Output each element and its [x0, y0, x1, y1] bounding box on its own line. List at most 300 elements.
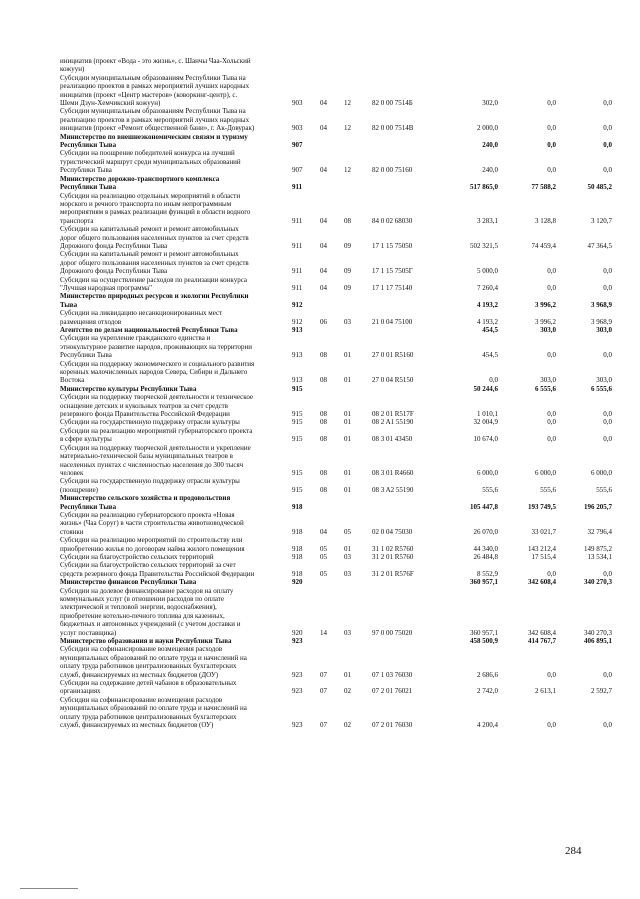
subsection-cell: 01 — [344, 468, 351, 477]
amount-2024-cell: 13 534,1 — [587, 552, 612, 561]
target-article-cell: 82 0 00 7514В — [372, 124, 414, 133]
row-description — [60, 276, 292, 293]
section-cell: 04 — [320, 124, 327, 133]
admin-code-cell: 907 — [292, 141, 303, 150]
row-description — [60, 444, 292, 478]
subsection-cell: 05 — [344, 527, 351, 536]
row-description — [60, 225, 292, 250]
admin-code-cell: 915 — [292, 384, 303, 393]
amount-2023-cell: 414 767,7 — [528, 637, 556, 646]
amount-2023-cell: 0,0 — [547, 124, 556, 133]
amount-2024-cell: 2 592,7 — [591, 687, 612, 696]
section-cell: 04 — [320, 527, 327, 536]
admin-code-cell: 918 — [292, 527, 303, 536]
target-article-cell: 82 0 00 7514Б — [372, 99, 413, 108]
description-line: приобретение котельно-печного топлива для казенных, — [60, 611, 225, 620]
amount-2024-cell: 340 270,3 — [584, 628, 612, 637]
amount-2024-cell: 0,0 — [603, 166, 612, 175]
description-line: Субсидии на софинансирование возмещения расходов — [60, 695, 223, 704]
table-row — [60, 276, 620, 293]
amount-2024-cell: 0,0 — [603, 141, 612, 150]
section-cell: 05 — [320, 552, 327, 561]
subsection-cell: 01 — [344, 410, 351, 419]
amount-2023-cell: 0,0 — [547, 721, 556, 730]
description-line: транспорта — [60, 216, 94, 225]
table-row — [60, 107, 620, 132]
amount-2023-cell: 143 212,4 — [528, 544, 556, 553]
page-number: 284 — [565, 845, 582, 857]
amount-2022-cell: 240,0 — [482, 141, 498, 150]
section-cell: 07 — [320, 687, 327, 696]
row-description — [60, 427, 292, 444]
amount-2024-cell: 0,0 — [603, 418, 612, 427]
description-line: Республики Тыва — [60, 502, 117, 511]
table-row — [60, 696, 620, 730]
description-line: резервного фонда Правительства Российской Федерации — [60, 410, 230, 419]
section-cell: 08 — [320, 468, 327, 477]
subsection-cell: 01 — [344, 376, 351, 385]
row-description — [60, 494, 292, 511]
row-description — [60, 418, 292, 426]
row-description — [60, 326, 292, 334]
table-row-ministry — [60, 385, 620, 393]
target-article-cell: 17 1 15 75050 — [372, 241, 413, 250]
description-line: Субсидии на укрепление гражданского единства и — [60, 334, 211, 343]
admin-code-cell: 915 — [292, 468, 303, 477]
section-cell: 04 — [320, 283, 327, 292]
amount-2024-cell: 0,0 — [603, 569, 612, 578]
budget-table — [60, 57, 620, 730]
subsection-cell: 01 — [344, 418, 351, 427]
section-cell: 04 — [320, 99, 327, 108]
target-article-cell: 07 2 01 76030 — [372, 721, 413, 730]
amount-2023-cell: 6 000,0 — [535, 468, 556, 477]
admin-code-cell: 912 — [292, 317, 303, 326]
admin-code-cell: 913 — [292, 376, 303, 385]
subsection-cell: 01 — [344, 670, 351, 679]
description-line: (поощрение) — [60, 485, 99, 494]
amount-2024-cell: 0,0 — [603, 435, 612, 444]
table-row — [60, 561, 620, 578]
admin-code-cell: 911 — [292, 183, 303, 192]
admin-code-cell: 918 — [292, 502, 303, 511]
table-row — [60, 553, 620, 561]
description-line: служб, финансируемых из местных бюджетов (ДОУ) — [60, 670, 219, 679]
subsection-cell: 03 — [344, 569, 351, 578]
admin-code-cell: 913 — [292, 351, 303, 360]
subsection-cell: 03 — [344, 317, 351, 326]
admin-code-cell: 923 — [292, 670, 303, 679]
section-cell: 04 — [320, 267, 327, 276]
amount-2023-cell: 33 021,7 — [531, 527, 556, 536]
amount-2023-cell: 0,0 — [547, 670, 556, 679]
section-cell: 07 — [320, 721, 327, 730]
table-row-ministry — [60, 175, 620, 192]
amount-2023-cell: 0,0 — [547, 166, 556, 175]
amount-2024-cell: 0,0 — [603, 670, 612, 679]
description-line: Министерство финансов Республики Тыва — [60, 578, 197, 587]
description-line: электрической и тепловой энергии, водоснабжения), — [60, 603, 217, 612]
amount-2022-cell: 10 674,0 — [473, 435, 498, 444]
amount-2023-cell: 342 608,4 — [528, 578, 556, 587]
description-line: морского и речного транспорта по иным непрограммным — [60, 199, 232, 208]
amount-2022-cell: 32 004,9 — [473, 418, 498, 427]
description-line: мероприятиям в рамках реализации функций в области водного — [60, 208, 251, 217]
description-line: средств резервного фонда Правительства Российской Федерации — [60, 569, 255, 578]
table-row — [60, 587, 620, 637]
row-description — [60, 250, 292, 275]
amount-2022-cell: 3 283,1 — [477, 216, 498, 225]
amount-2022-cell: 6 000,0 — [477, 468, 498, 477]
table-row — [60, 192, 620, 226]
amount-2024-cell: 303,0 — [596, 376, 612, 385]
target-article-cell: 97 0 00 75020 — [372, 628, 413, 637]
admin-code-cell: 907 — [292, 166, 303, 175]
description-line: туристический маршрут среди муниципальных образований — [60, 157, 241, 166]
table-row-ministry — [60, 578, 620, 586]
amount-2024-cell: 3 968,9 — [591, 300, 612, 309]
description-line: Субсидии на долевое финансирование расходов на оплату — [60, 586, 234, 595]
amount-2024-cell: 0,0 — [603, 721, 612, 730]
amount-2024-cell: 6 555,6 — [591, 384, 612, 393]
target-article-cell: 17 1 15 7505Г — [372, 267, 413, 276]
description-line: Министерство сельского хозяйства и продовольствия — [60, 494, 231, 503]
subsection-cell: 02 — [344, 721, 351, 730]
row-description — [60, 696, 292, 730]
amount-2023-cell: 3 128,8 — [535, 216, 556, 225]
amount-2023-cell: 0,0 — [547, 141, 556, 150]
row-description — [60, 175, 292, 192]
table-row — [60, 511, 620, 536]
description-line: Республики Тыва — [60, 141, 117, 150]
admin-code-cell: 911 — [292, 216, 303, 225]
amount-2022-cell: 5 000,0 — [477, 267, 498, 276]
description-line: Министерство дорожно-транспортного комплекса — [60, 174, 220, 183]
table-row — [60, 679, 620, 696]
admin-code-cell: 903 — [292, 124, 303, 133]
subsection-cell: 01 — [344, 544, 351, 553]
table-row — [60, 225, 620, 250]
row-description — [60, 309, 292, 326]
amount-2024-cell: 0,0 — [603, 283, 612, 292]
admin-code-cell: 911 — [292, 241, 303, 250]
description-line: Субсидии на реализацию мероприятий губернаторского проекта — [60, 426, 253, 435]
target-article-cell: 07 1 03 76030 — [372, 670, 413, 679]
amount-2023-cell: 17 515,4 — [531, 552, 556, 561]
amount-2024-cell: 0,0 — [603, 267, 612, 276]
row-description — [60, 578, 292, 586]
description-line: услуг поставщика) — [60, 628, 117, 637]
section-cell: 06 — [320, 317, 327, 326]
amount-2024-cell: 6 000,0 — [591, 468, 612, 477]
table-row — [60, 74, 620, 108]
target-article-cell: 08 3 01 R4660 — [372, 468, 414, 477]
amount-2022-cell: 2 686,6 — [477, 670, 498, 679]
description-line: в сфере культуры — [60, 435, 112, 444]
description-line: Республики Тыва — [60, 183, 117, 192]
target-article-cell: 27 0 04 R5150 — [372, 376, 414, 385]
admin-code-cell: 915 — [292, 410, 303, 419]
target-article-cell: 08 3 A2 55190 — [372, 485, 414, 494]
amount-2022-cell: 105 447,8 — [470, 502, 498, 511]
amount-2024-cell: 3 968,9 — [591, 317, 612, 326]
amount-2022-cell: 302,0 — [482, 99, 498, 108]
amount-2024-cell: 50 485,2 — [587, 183, 612, 192]
description-line: реализацию проектов в рамках мероприятий лучших народных — [60, 115, 250, 124]
section-cell: 08 — [320, 435, 327, 444]
amount-2022-cell: 8 552,9 — [477, 569, 498, 578]
description-line: коренных малочисленных народов Севера, Сибири и Дальнего — [60, 368, 248, 377]
description-line: Дорожного фонда Республики Тыва — [60, 267, 168, 276]
table-row — [60, 393, 620, 418]
description-line: дорог общего пользования населенных пунктов за счет средств — [60, 233, 249, 242]
description-line: Субсидии на поддержку творческой деятельности и укрепление — [60, 443, 251, 452]
row-description — [60, 393, 292, 418]
row-description — [60, 561, 292, 578]
amount-2022-cell: 26 070,0 — [473, 527, 498, 536]
table-row-ministry — [60, 494, 620, 511]
amount-2024-cell: 32 796,4 — [587, 527, 612, 536]
amount-2024-cell: 0,0 — [603, 410, 612, 419]
table-row — [60, 444, 620, 478]
description-line: оплату труда работников централизованных бухгалтерских — [60, 712, 237, 721]
table-row-ministry — [60, 292, 620, 309]
table-row-ministry — [60, 133, 620, 150]
row-description — [60, 477, 292, 494]
row-description — [60, 511, 292, 536]
description-line: стоянки — [60, 527, 84, 536]
description-line: Субсидии на государственную поддержку отрасли культуры — [60, 418, 240, 427]
row-description — [60, 385, 292, 393]
description-line: инициатив (проект «Ремонт общественной бани», г. Ак-Довурак) — [60, 124, 255, 133]
amount-2022-cell: 458 500,9 — [470, 637, 498, 646]
section-cell: 05 — [320, 569, 327, 578]
description-line: Субсидии на реализацию губернаторского проекта «Новая — [60, 510, 235, 519]
table-row — [60, 645, 620, 679]
admin-code-cell: 918 — [292, 544, 303, 553]
description-line: Министерство культуры Республики Тыва — [60, 384, 197, 393]
description-line: Субсидии муниципальным образованиям Республики Тыва на — [60, 107, 246, 116]
amount-2022-cell: 26 484,8 — [473, 552, 498, 561]
table-row-ministry — [60, 326, 620, 334]
description-line: бюджетных и автономных учреждений (с учетом доставки и — [60, 620, 241, 629]
admin-code-cell: 915 — [292, 435, 303, 444]
amount-2024-cell: 47 364,5 — [587, 241, 612, 250]
row-description — [60, 536, 292, 553]
amount-2024-cell: 340 270,3 — [584, 578, 612, 587]
subsection-cell: 12 — [344, 166, 351, 175]
amount-2023-cell: 0,0 — [547, 99, 556, 108]
description-line: организациях — [60, 687, 101, 696]
amount-2023-cell: 0,0 — [547, 418, 556, 427]
amount-2023-cell: 3 996,2 — [535, 317, 556, 326]
row-description — [60, 192, 292, 226]
admin-code-cell: 911 — [292, 267, 303, 276]
description-line: инициатив (проект «Центр мастеров» (коворкинг-центр), с. — [60, 90, 238, 99]
description-line: муниципальных образований по оплате труда и начислений на — [60, 653, 247, 662]
admin-code-cell: 918 — [292, 552, 303, 561]
amount-2022-cell: 0,0 — [489, 376, 498, 385]
target-article-cell: 31 1 02 R5760 — [372, 544, 414, 553]
subsection-cell: 03 — [344, 552, 351, 561]
admin-code-cell: 920 — [292, 578, 303, 587]
table-row — [60, 360, 620, 385]
amount-2022-cell: 360 957,1 — [470, 628, 498, 637]
row-description — [60, 679, 292, 696]
description-line: размещения отходов — [60, 317, 122, 326]
target-article-cell: 08 3 01 43450 — [372, 435, 413, 444]
amount-2022-cell: 4 200,4 — [477, 721, 498, 730]
admin-code-cell: 903 — [292, 99, 303, 108]
target-article-cell: 84 0 02 68030 — [372, 216, 413, 225]
row-description — [60, 587, 292, 637]
description-line: Субсидии на осуществление расходов по реализации конкурса — [60, 275, 248, 284]
admin-code-cell: 923 — [292, 721, 303, 730]
amount-2022-cell: 360 957,1 — [470, 578, 498, 587]
section-cell: 08 — [320, 418, 327, 427]
amount-2022-cell: 4 193,2 — [477, 317, 498, 326]
section-cell: 14 — [320, 628, 327, 637]
description-line: Субсидии на поощрение победителей конкурса на лучший — [60, 149, 235, 158]
table-row — [60, 57, 620, 74]
amount-2022-cell: 1 010,1 — [477, 410, 498, 419]
description-line: материально-технической базы муниципальных театров в — [60, 452, 233, 461]
amount-2023-cell: 0,0 — [547, 283, 556, 292]
amount-2023-cell: 342 608,4 — [528, 628, 556, 637]
table-row — [60, 334, 620, 359]
subsection-cell: 09 — [344, 283, 351, 292]
row-description — [60, 74, 292, 108]
description-line: приобретению жилья по договорам найма жилого помещения — [60, 544, 245, 553]
target-article-cell: 02 0 04 75030 — [372, 527, 413, 536]
description-line: Субсидии на капитальный ремонт и ремонт автомобильных — [60, 225, 239, 234]
description-line: дорог общего пользования населенных пунктов за счет средств — [60, 258, 249, 267]
amount-2023-cell: 0,0 — [547, 435, 556, 444]
amount-2022-cell: 454,5 — [482, 326, 498, 334]
row-description — [60, 334, 292, 359]
table-row — [60, 309, 620, 326]
table-row-ministry — [60, 637, 620, 645]
description-line: Республики Тыва — [60, 166, 112, 175]
section-cell: 04 — [320, 241, 327, 250]
footer-divider — [20, 888, 78, 889]
description-line: Субсидии на благоустройство сельских территорий за счет — [60, 561, 236, 570]
description-line: Министерство по внешнеэкономическим связям и туризму — [60, 132, 248, 141]
target-article-cell: 21 0 04 75100 — [372, 317, 413, 326]
amount-2022-cell: 7 260,4 — [477, 283, 498, 292]
amount-2024-cell: 3 120,7 — [591, 216, 612, 225]
amount-2023-cell: 0,0 — [547, 410, 556, 419]
table-row — [60, 418, 620, 426]
description-line: Министерство природных ресурсов и экологии Республики — [60, 292, 249, 301]
admin-code-cell: 923 — [292, 637, 303, 646]
target-article-cell: 17 1 17 75140 — [372, 283, 413, 292]
amount-2022-cell: 2 742,0 — [477, 687, 498, 696]
description-line: Субсидии на поддержку экономического и социального развития — [60, 359, 255, 368]
row-description — [60, 57, 292, 74]
description-line: коммунальных услуг (в отношении расходов по оплате — [60, 595, 224, 603]
description-line: служб, финансируемых из местных бюджетов (ОУ) — [60, 721, 214, 730]
description-line: Субсидии муниципальным образованиям Республики Тыва на — [60, 73, 246, 82]
subsection-cell: 09 — [344, 241, 351, 250]
amount-2024-cell: 0,0 — [603, 99, 612, 108]
description-line: этнокультурное развитие народов, проживающих на территории — [60, 342, 253, 351]
description-line: Тыва — [60, 300, 78, 309]
description-line: оснащение детских и кукольных театров за счет средств — [60, 401, 228, 410]
section-cell: 07 — [320, 670, 327, 679]
target-article-cell: 27 0 01 R5160 — [372, 351, 414, 360]
table-row — [60, 427, 620, 444]
amount-2024-cell: 149 875,2 — [584, 544, 612, 553]
target-article-cell: 31 2 01 R576F — [372, 569, 414, 578]
section-cell: 08 — [320, 410, 327, 419]
amount-2022-cell: 454,5 — [482, 351, 498, 360]
admin-code-cell: 913 — [292, 326, 303, 334]
amount-2024-cell: 555,6 — [596, 485, 612, 494]
amount-2024-cell: 0,0 — [603, 124, 612, 133]
subsection-cell: 01 — [344, 351, 351, 360]
amount-2022-cell: 4 193,2 — [477, 300, 498, 309]
row-description — [60, 107, 292, 132]
description-line: Агентство по делам национальностей Республики Тыва — [60, 326, 238, 334]
description-line: Субсидии на благоустройство сельских территорий — [60, 552, 214, 561]
table-row — [60, 149, 620, 174]
amount-2023-cell: 303,0 — [540, 376, 556, 385]
amount-2024-cell: 406 895,1 — [584, 637, 612, 646]
description-line: "Лучшая народная программа" — [60, 283, 152, 292]
description-line: Субсидии на реализацию отдельных мероприятий в области — [60, 191, 241, 200]
amount-2022-cell: 50 244,6 — [473, 384, 498, 393]
amount-2023-cell: 77 588,2 — [531, 183, 556, 192]
target-article-cell: 08 2 01 R517F — [372, 410, 414, 419]
section-cell: 04 — [320, 216, 327, 225]
table-row — [60, 250, 620, 275]
amount-2023-cell: 0,0 — [547, 267, 556, 276]
subsection-cell: 01 — [344, 485, 351, 494]
amount-2023-cell: 0,0 — [547, 351, 556, 360]
amount-2022-cell: 240,0 — [482, 166, 498, 175]
row-description — [60, 292, 292, 309]
amount-2022-cell: 2 000,0 — [477, 124, 498, 133]
admin-code-cell: 911 — [292, 283, 303, 292]
row-description — [60, 645, 292, 679]
amount-2023-cell: 555,6 — [540, 485, 556, 494]
description-line: человек — [60, 468, 84, 477]
description-line: Востока — [60, 376, 85, 385]
target-article-cell: 07 2 01 76021 — [372, 687, 413, 696]
subsection-cell: 08 — [344, 216, 351, 225]
row-description — [60, 360, 292, 385]
admin-code-cell: 920 — [292, 628, 303, 637]
admin-code-cell: 912 — [292, 300, 303, 309]
section-cell: 08 — [320, 485, 327, 494]
description-line: Республики Тыва — [60, 351, 112, 360]
table-row — [60, 536, 620, 553]
subsection-cell: 01 — [344, 435, 351, 444]
section-cell: 05 — [320, 544, 327, 553]
description-line: Субсидии на содержание детей чабанов в образовательных — [60, 679, 237, 688]
description-line: Субсидии на поддержку творческой деятельности и техническое — [60, 393, 254, 402]
description-line: Шеми Дзун-Хемчикский кожуун) — [60, 99, 161, 108]
subsection-cell: 12 — [344, 99, 351, 108]
table-row — [60, 477, 620, 494]
amount-2022-cell: 555,6 — [482, 485, 498, 494]
subsection-cell: 03 — [344, 628, 351, 637]
description-line: населенных пунктах с численностью населения до 300 тысяч — [60, 460, 244, 469]
amount-2024-cell: 0,0 — [603, 351, 612, 360]
description-line: Министерство образования и науки Республики Тыва — [60, 637, 232, 646]
row-description — [60, 149, 292, 174]
